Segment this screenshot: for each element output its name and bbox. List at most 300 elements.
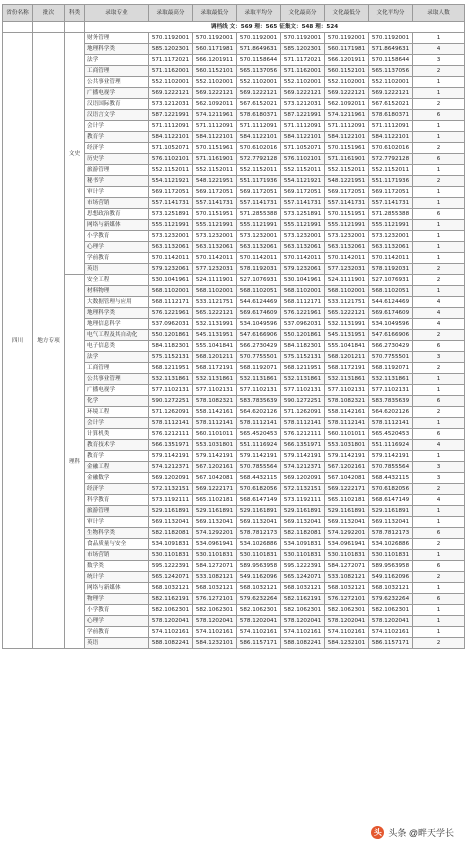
score-cell: 571.1162001 [149, 66, 193, 77]
admitted-count: 4 [413, 440, 465, 451]
score-cell: 578.6180371 [237, 110, 281, 121]
score-cell: 570.7755501 [237, 352, 281, 363]
score-cell: 557.1141731 [369, 198, 413, 209]
score-cell: 530.1101831 [237, 550, 281, 561]
score-cell: 566.2730429 [237, 341, 281, 352]
score-cell: 571.1112091 [325, 121, 369, 132]
major-name: 安全工程 [85, 275, 149, 286]
admitted-count: 1 [413, 187, 465, 198]
score-cell: 582.1062301 [237, 605, 281, 616]
score-cell: 574.1292201 [193, 528, 237, 539]
admitted-count: 3 [413, 352, 465, 363]
score-cell: 571.1262091 [149, 407, 193, 418]
admitted-count: 6 [413, 396, 465, 407]
score-cell: 530.1101831 [281, 550, 325, 561]
score-cell: 566.1351971 [281, 440, 325, 451]
score-cell: 555.1121991 [149, 220, 193, 231]
score-cell: 568.1201211 [325, 352, 369, 363]
score-cell: 568.1032121 [281, 583, 325, 594]
score-cell: 569.1132041 [281, 517, 325, 528]
score-cell: 547.6166906 [369, 330, 413, 341]
score-cell: 577.1102131 [281, 385, 325, 396]
column-header: 文化最低分 [325, 5, 369, 22]
admitted-count: 1 [413, 583, 465, 594]
score-cell: 584.1182301 [281, 341, 325, 352]
score-cell: 576.1272101 [325, 594, 369, 605]
score-cell: 550.1201861 [149, 330, 193, 341]
admitted-count: 1 [413, 517, 465, 528]
major-name: 公共事业管理 [85, 77, 149, 88]
admitted-count: 1 [413, 605, 465, 616]
admitted-count: 1 [413, 451, 465, 462]
score-cell: 571.1262091 [281, 407, 325, 418]
score-cell: 534.1049596 [369, 319, 413, 330]
score-cell: 572.7792128 [237, 154, 281, 165]
score-cell: 569.1222121 [193, 88, 237, 99]
admitted-count: 1 [413, 242, 465, 253]
score-cell: 574.1212371 [281, 462, 325, 473]
score-cell: 570.1192001 [325, 33, 369, 44]
score-cell: 573.1232001 [149, 231, 193, 242]
score-cell: 579.1142191 [149, 451, 193, 462]
score-cell: 568.1032121 [193, 583, 237, 594]
admitted-count: 2 [413, 176, 465, 187]
score-cell: 552.1152011 [281, 165, 325, 176]
score-cell: 587.1221991 [281, 110, 325, 121]
score-cell: 569.1132041 [237, 517, 281, 528]
score-cell: 549.1162096 [237, 572, 281, 583]
batch-cell: 地方专项 [33, 33, 65, 649]
score-cell: 568.1192071 [237, 363, 281, 374]
score-cell: 555.1041841 [325, 341, 369, 352]
admitted-count: 3 [413, 55, 465, 66]
score-cell: 555.1121991 [237, 220, 281, 231]
score-cell: 577.1102131 [325, 385, 369, 396]
score-cell: 579.1142191 [237, 451, 281, 462]
score-cell: 571.8649631 [237, 44, 281, 55]
column-header: 录取平均分 [237, 5, 281, 22]
score-cell: 534.0961941 [193, 539, 237, 550]
score-cell: 527.1076931 [237, 275, 281, 286]
score-cell: 573.1232001 [325, 231, 369, 242]
watermark-text: 头条 @畔天学长 [388, 828, 454, 838]
score-cell: 576.1212111 [281, 429, 325, 440]
major-name: 法学 [85, 55, 149, 66]
admitted-count: 1 [413, 88, 465, 99]
column-header: 文化平均分 [369, 5, 413, 22]
major-name: 历史学 [85, 154, 149, 165]
admitted-count: 1 [413, 374, 465, 385]
score-cell: 576.1221961 [149, 308, 193, 319]
score-cell: 569.1172051 [237, 187, 281, 198]
major-name: 地理科学类 [85, 44, 149, 55]
control-line-row [3, 22, 465, 33]
score-cell: 565.4520453 [237, 429, 281, 440]
column-header: 批次 [33, 5, 65, 22]
score-cell: 578.1202041 [149, 616, 193, 627]
score-cell: 533.1121751 [193, 297, 237, 308]
score-cell: 563.1132061 [369, 242, 413, 253]
score-cell: 532.1131991 [325, 319, 369, 330]
score-cell: 529.1161891 [281, 506, 325, 517]
score-cell: 589.9563958 [237, 561, 281, 572]
score-cell: 570.6102016 [369, 143, 413, 154]
major-name: 网络与新媒体 [85, 583, 149, 594]
score-cell: 532.1131991 [193, 319, 237, 330]
score-cell: 570.1151961 [325, 143, 369, 154]
score-cell: 582.1162191 [281, 594, 325, 605]
major-name: 化学 [85, 396, 149, 407]
score-cell: 565.1222121 [193, 308, 237, 319]
score-cell: 568.1201211 [193, 352, 237, 363]
column-header: 录取最高分 [149, 5, 193, 22]
admission-table [2, 4, 465, 649]
score-cell: 563.1132061 [325, 242, 369, 253]
score-cell: 574.1102161 [237, 627, 281, 638]
score-cell: 570.1151951 [193, 209, 237, 220]
score-cell: 579.1142191 [325, 451, 369, 462]
score-cell: 568.1192071 [369, 363, 413, 374]
admitted-count: 1 [413, 165, 465, 176]
admitted-count: 6 [413, 154, 465, 165]
score-cell: 534.1026886 [237, 539, 281, 550]
score-cell: 570.1151961 [193, 143, 237, 154]
score-cell: 568.4432115 [369, 473, 413, 484]
score-cell: 569.1222121 [325, 88, 369, 99]
column-header: 录取人数 [413, 5, 465, 22]
score-cell: 555.1121991 [193, 220, 237, 231]
admitted-count: 1 [413, 506, 465, 517]
score-cell: 537.0962031 [281, 319, 325, 330]
score-cell: 576.1272101 [193, 594, 237, 605]
score-cell: 568.1112171 [281, 297, 325, 308]
score-cell: 563.1132061 [281, 242, 325, 253]
score-cell: 582.1062301 [325, 605, 369, 616]
score-cell: 584.1182301 [149, 341, 193, 352]
admitted-count: 4 [413, 495, 465, 506]
score-cell: 571.1112091 [281, 121, 325, 132]
score-cell: 560.1152101 [325, 66, 369, 77]
score-cell: 570.1192001 [237, 33, 281, 44]
score-cell: 529.1161891 [193, 506, 237, 517]
score-cell: 534.1091831 [281, 539, 325, 550]
score-cell: 578.1112141 [237, 418, 281, 429]
score-cell: 557.1141731 [193, 198, 237, 209]
score-cell: 532.1131861 [369, 374, 413, 385]
major-name: 会计学 [85, 418, 149, 429]
major-name: 审计学 [85, 187, 149, 198]
score-cell: 530.1101831 [369, 550, 413, 561]
admitted-count: 1 [413, 33, 465, 44]
score-cell: 571.1052071 [281, 143, 325, 154]
score-cell: 553.1031801 [325, 440, 369, 451]
score-cell: 579.6232264 [369, 594, 413, 605]
score-cell: 578.1202041 [237, 616, 281, 627]
score-cell: 565.1137056 [369, 66, 413, 77]
score-cell: 578.1112141 [325, 418, 369, 429]
table-body [3, 22, 465, 649]
major-name: 心理学 [85, 242, 149, 253]
score-cell: 569.1132041 [149, 517, 193, 528]
score-cell: 533.1121751 [325, 297, 369, 308]
score-cell: 573.1232001 [237, 231, 281, 242]
score-cell: 568.6147149 [237, 495, 281, 506]
major-name: 统计学 [85, 572, 149, 583]
score-cell: 571.1112091 [149, 121, 193, 132]
score-cell: 570.1142011 [325, 253, 369, 264]
score-cell: 529.1161891 [149, 506, 193, 517]
major-name: 学前教育 [85, 627, 149, 638]
admitted-count: 1 [413, 616, 465, 627]
score-cell: 560.1152101 [193, 66, 237, 77]
major-name: 电子信息类 [85, 341, 149, 352]
score-cell: 584.1122101 [369, 132, 413, 143]
score-cell: 586.1157171 [237, 638, 281, 649]
major-name: 公共事业管理 [85, 374, 149, 385]
score-cell: 555.1121991 [325, 220, 369, 231]
score-cell: 577.1102131 [237, 385, 281, 396]
score-cell: 530.1101831 [149, 550, 193, 561]
score-cell: 565.4520453 [369, 429, 413, 440]
score-cell: 568.6147149 [369, 495, 413, 506]
major-name: 审计学 [85, 517, 149, 528]
score-cell: 568.1032121 [369, 583, 413, 594]
admitted-count: 6 [413, 528, 465, 539]
score-cell: 573.1232001 [369, 231, 413, 242]
score-cell: 578.1202041 [369, 616, 413, 627]
score-cell: 554.1121921 [149, 176, 193, 187]
score-cell: 571.1112091 [193, 121, 237, 132]
score-cell: 578.1082321 [193, 396, 237, 407]
column-header: 科类 [65, 5, 85, 22]
score-cell: 584.1122101 [281, 132, 325, 143]
score-cell: 595.1222391 [281, 561, 325, 572]
score-cell: 553.1031801 [193, 440, 237, 451]
major-name: 大数据管理与应用 [85, 297, 149, 308]
major-name: 工商管理 [85, 363, 149, 374]
admitted-count: 1 [413, 77, 465, 88]
score-cell: 560.1171981 [325, 44, 369, 55]
admitted-count: 1 [413, 550, 465, 561]
score-cell: 571.1161901 [325, 154, 369, 165]
score-cell: 571.1052071 [149, 143, 193, 154]
admitted-count: 6 [413, 341, 465, 352]
score-cell: 563.1132061 [237, 242, 281, 253]
score-cell: 547.6166906 [237, 330, 281, 341]
score-cell: 555.1121991 [369, 220, 413, 231]
score-cell: 570.1142011 [149, 253, 193, 264]
score-cell: 565.1137056 [237, 66, 281, 77]
admitted-count: 6 [413, 209, 465, 220]
score-cell: 570.7855564 [237, 462, 281, 473]
score-cell: 568.1172191 [193, 363, 237, 374]
score-cell: 529.1161891 [237, 506, 281, 517]
score-cell: 573.1232001 [193, 231, 237, 242]
score-cell: 583.7835639 [237, 396, 281, 407]
header-row [3, 5, 465, 22]
score-cell: 571.1161901 [193, 154, 237, 165]
score-cell: 570.1192001 [149, 33, 193, 44]
score-cell: 578.7812173 [369, 528, 413, 539]
score-cell: 576.1102101 [281, 154, 325, 165]
major-name: 科学教育 [85, 495, 149, 506]
score-cell: 584.1232101 [193, 638, 237, 649]
score-cell: 595.1222391 [149, 561, 193, 572]
score-cell: 549.1162096 [369, 572, 413, 583]
score-cell: 570.1192001 [193, 33, 237, 44]
score-cell: 560.1171981 [193, 44, 237, 55]
score-cell: 570.7855564 [369, 462, 413, 473]
score-cell: 574.1102161 [325, 627, 369, 638]
column-header: 录取专业 [85, 5, 149, 22]
admitted-count: 1 [413, 231, 465, 242]
admitted-count: 4 [413, 308, 465, 319]
toutiao-logo-icon: 头 [371, 826, 384, 839]
score-cell: 584.1272071 [325, 561, 369, 572]
admitted-count: 3 [413, 462, 465, 473]
score-cell: 567.6152021 [369, 99, 413, 110]
score-cell: 574.1102161 [193, 627, 237, 638]
major-name: 市场营销 [85, 198, 149, 209]
score-cell: 578.1112141 [149, 418, 193, 429]
category-cell: 理科 [65, 275, 85, 649]
major-name: 法学 [85, 352, 149, 363]
score-cell: 569.1172051 [281, 187, 325, 198]
score-cell: 579.1142191 [281, 451, 325, 462]
score-cell: 532.1131861 [237, 374, 281, 385]
admitted-count: 6 [413, 429, 465, 440]
major-name: 数学类 [85, 561, 149, 572]
score-cell: 585.1202301 [149, 44, 193, 55]
score-cell: 573.1232001 [281, 231, 325, 242]
score-cell: 575.1152131 [149, 352, 193, 363]
score-cell: 569.1222121 [369, 88, 413, 99]
score-cell: 565.1102181 [193, 495, 237, 506]
score-cell: 579.1142191 [369, 451, 413, 462]
major-name: 秘书学 [85, 176, 149, 187]
score-cell: 530.1041961 [149, 275, 193, 286]
major-name: 教育学 [85, 451, 149, 462]
column-header: 省份名称 [3, 5, 33, 22]
score-cell: 571.2855388 [369, 209, 413, 220]
score-cell: 570.6182056 [237, 484, 281, 495]
score-cell: 557.1141731 [237, 198, 281, 209]
score-cell: 589.9563958 [369, 561, 413, 572]
major-name: 广播电视学 [85, 88, 149, 99]
score-cell: 572.7792128 [369, 154, 413, 165]
score-cell: 530.1101831 [193, 550, 237, 561]
score-cell: 574.1102161 [149, 627, 193, 638]
score-cell: 552.1102001 [281, 77, 325, 88]
score-cell: 569.1222121 [281, 88, 325, 99]
admitted-count: 2 [413, 638, 465, 649]
score-cell: 588.1082241 [281, 638, 325, 649]
score-cell: 570.1192001 [281, 33, 325, 44]
major-name: 电气工程及其自动化 [85, 330, 149, 341]
score-cell: 579.6232264 [237, 594, 281, 605]
score-cell: 568.1032121 [149, 583, 193, 594]
score-cell: 560.1101011 [325, 429, 369, 440]
score-cell: 551.1171936 [369, 176, 413, 187]
category-cell: 文史 [65, 33, 85, 275]
score-cell: 588.1082241 [149, 638, 193, 649]
score-cell: 558.1142161 [325, 407, 369, 418]
admitted-count: 4 [413, 319, 465, 330]
score-cell: 560.1101011 [193, 429, 237, 440]
score-cell: 566.2730429 [369, 341, 413, 352]
major-name: 英语 [85, 638, 149, 649]
score-cell: 571.1172021 [149, 55, 193, 66]
admitted-count: 1 [413, 627, 465, 638]
score-cell: 562.1092011 [325, 99, 369, 110]
admitted-count: 3 [413, 473, 465, 484]
major-name: 金融数学 [85, 473, 149, 484]
score-cell: 569.6174609 [237, 308, 281, 319]
score-cell: 565.1242071 [149, 572, 193, 583]
major-name: 旅游管理 [85, 165, 149, 176]
score-cell: 582.1182081 [149, 528, 193, 539]
score-cell: 534.1091831 [149, 539, 193, 550]
score-cell: 584.1122101 [149, 132, 193, 143]
score-cell: 557.1141731 [149, 198, 193, 209]
admitted-count: 2 [413, 275, 465, 286]
admitted-count: 2 [413, 539, 465, 550]
table-row [3, 275, 465, 286]
admitted-count: 2 [413, 407, 465, 418]
score-cell: 590.1272251 [281, 396, 325, 407]
score-cell: 551.1116924 [369, 440, 413, 451]
major-name: 小学教育 [85, 231, 149, 242]
score-cell: 564.6202126 [369, 407, 413, 418]
score-cell: 574.1292201 [325, 528, 369, 539]
score-cell: 545.1131951 [325, 330, 369, 341]
major-name: 心理学 [85, 616, 149, 627]
score-cell: 578.6180371 [369, 110, 413, 121]
score-cell: 552.1102001 [369, 77, 413, 88]
major-name: 网络与新媒体 [85, 220, 149, 231]
major-name: 食品质量与安全 [85, 539, 149, 550]
score-cell: 555.1041841 [193, 341, 237, 352]
score-cell: 569.1132041 [369, 517, 413, 528]
score-cell: 567.1202161 [325, 462, 369, 473]
score-cell: 533.1082121 [193, 572, 237, 583]
score-cell: 544.6124469 [237, 297, 281, 308]
score-cell: 552.1152011 [325, 165, 369, 176]
score-cell: 569.1222121 [149, 88, 193, 99]
score-cell: 571.1162001 [281, 66, 325, 77]
score-cell: 571.2855388 [237, 209, 281, 220]
score-cell: 573.1192111 [149, 495, 193, 506]
score-cell: 532.1131861 [149, 374, 193, 385]
score-cell: 576.1221961 [281, 308, 325, 319]
province-cell: 四川 [3, 33, 33, 649]
score-cell: 570.1158644 [237, 55, 281, 66]
score-cell: 574.1211961 [325, 110, 369, 121]
score-cell: 570.7755501 [369, 352, 413, 363]
score-cell: 586.1157171 [369, 638, 413, 649]
score-cell: 569.1172051 [193, 187, 237, 198]
admitted-count: 4 [413, 44, 465, 55]
score-cell: 574.1211961 [193, 110, 237, 121]
table-row [3, 33, 465, 44]
major-name: 经济学 [85, 484, 149, 495]
score-cell: 582.1162191 [149, 594, 193, 605]
score-cell: 590.1272251 [149, 396, 193, 407]
score-cell: 529.1161891 [369, 506, 413, 517]
score-cell: 552.1102001 [149, 77, 193, 88]
score-cell: 573.1251891 [281, 209, 325, 220]
score-cell: 584.1122101 [237, 132, 281, 143]
